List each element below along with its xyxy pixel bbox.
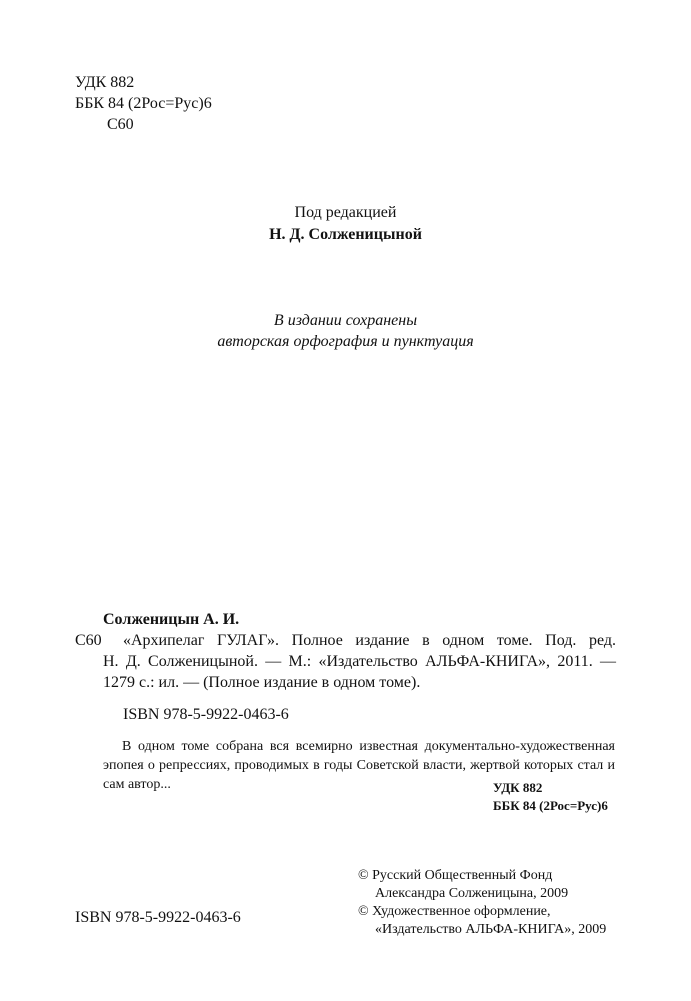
author-mark: С60 xyxy=(107,116,134,133)
copyright-line2: Александра Солженицына, 2009 xyxy=(375,886,569,901)
orthography-note-line1: В издании сохранены xyxy=(273,312,418,329)
card-description-line2: Н. Д. Солженицыной. — М.: «Издательство АЛЬФА-КНИГА», 2011. — xyxy=(103,653,616,670)
bottom-isbn: ISBN 978-5-9922-0463-6 xyxy=(75,909,241,926)
copyright-line4: «Издательство АЛЬФА-КНИГА», 2009 xyxy=(375,922,607,937)
udk-code: УДК 882 xyxy=(75,74,135,91)
card-mark: С60 xyxy=(75,632,102,649)
copyright-line3: © Художественное оформление, xyxy=(358,904,551,919)
card-bbk: ББК 84 (2Рос=Рус)6 xyxy=(493,798,608,813)
editor-name: Н. Д. Солженицыной xyxy=(269,226,422,243)
card-author: Солженицын А. И. xyxy=(103,611,240,628)
annotation-line1: В одном томе собрана вся всемирно известная документально-художественная xyxy=(122,739,615,754)
card-description-line3: 1279 с.: ил. — (Полное издание в одном томе). xyxy=(103,674,421,691)
orthography-note-line2: авторская орфография и пунктуация xyxy=(217,333,474,350)
card-isbn: ISBN 978-5-9922-0463-6 xyxy=(123,706,289,723)
card-description-line1: «Архипелаг ГУЛАГ». Полное издание в одном томе. Под. ред. xyxy=(123,632,616,649)
annotation-line2: эпопея о репрессиях, проводимых в годы Советской власти, жертвой которых стал и xyxy=(103,758,615,773)
copyright-line1: © Русский Общественный Фонд xyxy=(358,868,553,883)
card-udk: УДК 882 xyxy=(493,780,543,795)
annotation-line3: сам автор... xyxy=(103,777,171,792)
bbk-code: ББК 84 (2Рос=Рус)6 xyxy=(75,95,212,112)
editor-label: Под редакцией xyxy=(294,204,397,221)
